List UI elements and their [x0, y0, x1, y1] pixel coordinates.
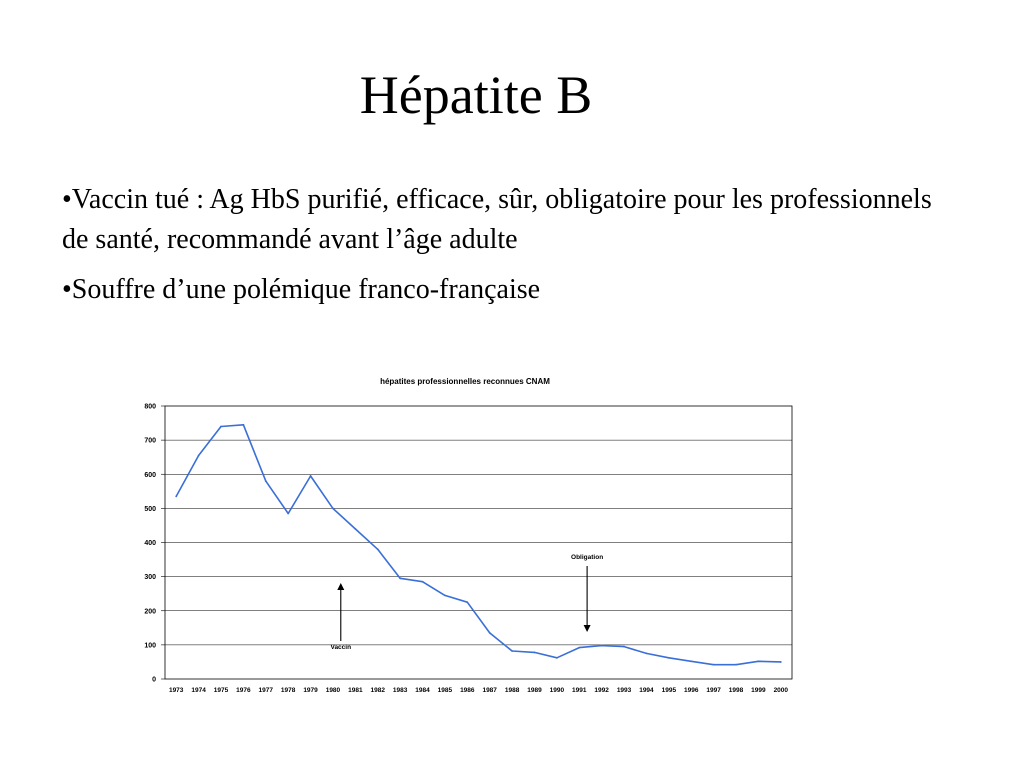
data-point-1973 [175, 496, 177, 498]
x-tick-label: 1988 [504, 687, 520, 694]
x-tick-label: 1976 [236, 687, 251, 694]
y-tick-label: 400 [144, 540, 156, 547]
y-tick-label: 700 [144, 437, 156, 445]
y-tick-label: 800 [144, 403, 156, 411]
bullet-controversy: •Souffre d’une polémique franco-française [62, 274, 541, 305]
x-tick-label: 1995 [661, 687, 677, 694]
data-point-1996 [690, 660, 692, 662]
data-point-1976 [242, 424, 244, 426]
y-tick-label: 0 [152, 676, 156, 684]
data-point-1980 [332, 507, 334, 509]
x-tick-label: 1979 [303, 687, 318, 694]
page-title: Hépatite B [359, 65, 593, 125]
data-point-1999 [758, 660, 760, 662]
data-point-1995 [668, 657, 670, 659]
annotation-label-vaccin: Vaccin [330, 644, 352, 651]
x-tick-label: 1977 [258, 687, 274, 694]
x-tick-label: 1986 [460, 687, 475, 694]
series-line-0 [176, 425, 781, 665]
x-tick-label: 1989 [527, 687, 542, 694]
x-tick-label: 1998 [728, 687, 744, 694]
annotation-arrowhead-vaccin [337, 583, 344, 590]
x-tick-label: 1981 [348, 687, 363, 694]
data-point-1994 [646, 653, 648, 655]
y-tick-label: 100 [144, 642, 156, 650]
x-tick-label: 1997 [706, 687, 721, 694]
x-tick-label: 1973 [168, 687, 184, 694]
x-tick-label: 1982 [370, 687, 385, 694]
x-tick-label: 1987 [482, 687, 497, 694]
x-tick-label: 1975 [213, 687, 229, 694]
data-point-1990 [556, 657, 558, 659]
data-point-1997 [713, 664, 715, 666]
data-point-1974 [198, 455, 200, 457]
x-tick-label: 1984 [415, 687, 430, 694]
data-point-1983 [399, 577, 401, 579]
x-tick-label: 1991 [572, 687, 587, 694]
y-tick-label: 200 [144, 608, 156, 616]
x-tick-label: 1978 [280, 687, 296, 694]
x-tick-label: 1985 [437, 687, 453, 694]
data-point-1998 [735, 664, 737, 666]
data-point-1975 [220, 426, 222, 428]
y-tick-label: 600 [144, 471, 156, 479]
x-tick-label: 1996 [683, 687, 699, 694]
data-point-1985 [444, 594, 446, 596]
data-point-1986 [466, 601, 468, 603]
data-point-1987 [489, 632, 491, 634]
x-tick-label: 1999 [751, 687, 766, 694]
data-point-1993 [623, 646, 625, 648]
data-point-1982 [377, 548, 379, 550]
y-tick-label: 500 [144, 505, 156, 513]
x-tick-label: 1980 [325, 687, 341, 694]
annotation-label-obligation: Obligation [571, 554, 604, 561]
data-point-1991 [578, 647, 580, 649]
x-tick-label: 1983 [392, 687, 408, 694]
x-tick-label: 1974 [191, 687, 206, 694]
x-tick-label: 1993 [616, 687, 632, 694]
chart-title: hépatites professionnelles reconnues CNAM [380, 377, 550, 386]
annotation-arrowhead-obligation [584, 625, 591, 632]
x-tick-label: 1990 [549, 687, 565, 694]
data-point-1988 [511, 650, 513, 652]
bullet-vaccine: •Vaccin tué : Ag HbS purifié, efficace, sûr, obligatoire pour les professionnels de santé, recommandé avant l’âge adulte [62, 184, 932, 255]
data-point-1989 [534, 651, 536, 653]
x-tick-label: 1994 [639, 687, 654, 694]
data-point-1981 [354, 528, 356, 530]
data-point-1979 [310, 475, 312, 477]
data-point-1977 [265, 480, 267, 482]
x-tick-label: 1992 [594, 687, 609, 694]
data-point-1978 [287, 513, 289, 515]
data-point-2000 [780, 661, 782, 663]
y-tick-label: 300 [144, 574, 156, 582]
data-point-1984 [422, 581, 424, 583]
x-tick-label: 2000 [773, 687, 789, 694]
data-point-1992 [601, 645, 603, 647]
